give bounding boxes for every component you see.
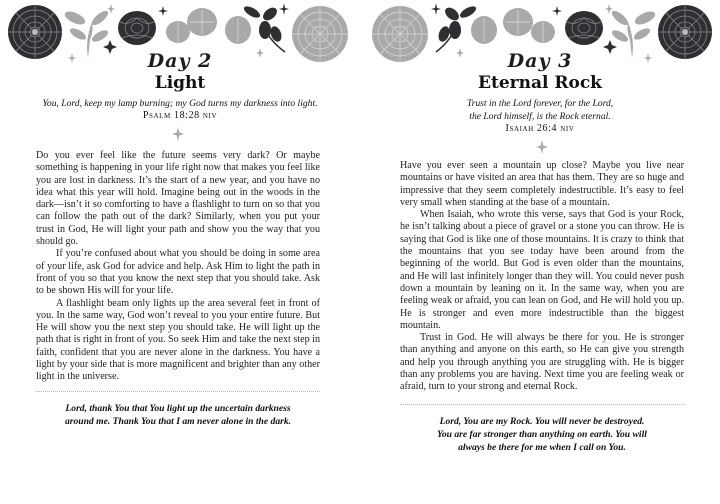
verse-line: You, Lord, keep my lamp burning; my God turns my darkness into light. xyxy=(42,98,318,109)
paragraph: Do you ever feel like the future seems very dark? Or maybe something is happening in your life right now that makes you feel like you are lost in darkness. It’s the start of a new year, and you have no idea what this year will hold. Imagine being out in the woods in the dark—isn’t it so comforting to have a flashlight to turn on so that you can follow the path out of the dark? Similarly, when you put your trust in God, He will light your path and show you the way that you should go. xyxy=(36,150,320,248)
scripture-verse xyxy=(380,97,700,123)
prayer-line: around me. Thank You that I am never alone in the dark. xyxy=(64,416,292,427)
paragraph: Have you ever seen a mountain up close? Maybe you live near mountains or have visited an area that has them. They are so huge and impressive that they seem completely indestructible. It’s easy to feel very small when standing at the base of a mountain. xyxy=(400,160,684,208)
scripture-verse xyxy=(20,97,340,110)
dotted-divider xyxy=(400,404,684,405)
day-label: Day 3 xyxy=(507,50,573,72)
verse-line: the Lord himself, is the Rock eternal. xyxy=(469,111,611,122)
page-title: Eternal Rock xyxy=(478,73,602,93)
paragraph: When Isaiah, who wrote this verse, says that God is your Rock, he isn’t talking about a piece of gravel or a stone you can throw. He is saying that God is like one of those mountains. It is crazy to think that the mountains that you see today have been around from the beginning of the world. But God is even older than the mountains, and He will last infinitely longer than they will. You could never push down a mountain by leaning on it. In the same way, when you are feeling weak or afraid, you can lean on God, and He will hold you up. He is stronger and even more indestructible than the biggest mountain. xyxy=(400,209,684,331)
prayer-line: always be there for me when I call on You. xyxy=(458,442,626,453)
prayer-line: Lord, You are my Rock. You will never be destroyed. xyxy=(439,416,645,427)
verse-reference: Psalm 18:28 niv xyxy=(142,110,218,121)
right-page xyxy=(360,0,720,504)
paragraph: A flashlight beam only lights up the area several feet in front of you. In the same way, God won’t reveal to you your entire future. But He will show you the next step you should take. He will light up the path that is right in front of you. So seek Him and take the next step in faith, confident that you are never alone in the darkness. You have a light by your side that is more magnificent and brighter than any other light in the universe. xyxy=(36,297,320,383)
verse-line: Trust in the Lord forever, for the Lord, xyxy=(466,98,614,109)
page-title: Light xyxy=(154,73,206,93)
closing-prayer xyxy=(36,402,320,428)
sparkle-icon xyxy=(536,140,548,154)
sparkle-icon xyxy=(172,127,184,141)
paragraph: If you’re confused about what you should be doing in some area of your life, ask God for advice and help. Ask Him to light the path in front of you so that you know the next step that you should take. Ask to be shown His will for your life. xyxy=(36,248,320,297)
closing-prayer xyxy=(400,415,684,454)
dotted-divider xyxy=(36,391,320,392)
day-label: Day 2 xyxy=(147,50,213,72)
devotional-body xyxy=(400,160,684,394)
paragraph: Trust in God. He will always be there for you. He is stronger than anything and anyone on this earth, so He can give you strength and help you through anything you are struggling with. He is bigger than any problems you are having. Next time you are feeling weak or afraid, turn to your strong and eternal Rock. xyxy=(400,332,684,393)
prayer-line: Lord, thank You that You light up the uncertain darkness xyxy=(65,403,291,414)
devotional-body xyxy=(36,150,320,384)
verse-reference: Isaiah 26:4 niv xyxy=(505,123,575,134)
prayer-line: You are far stronger than anything on earth. You will xyxy=(437,429,647,440)
